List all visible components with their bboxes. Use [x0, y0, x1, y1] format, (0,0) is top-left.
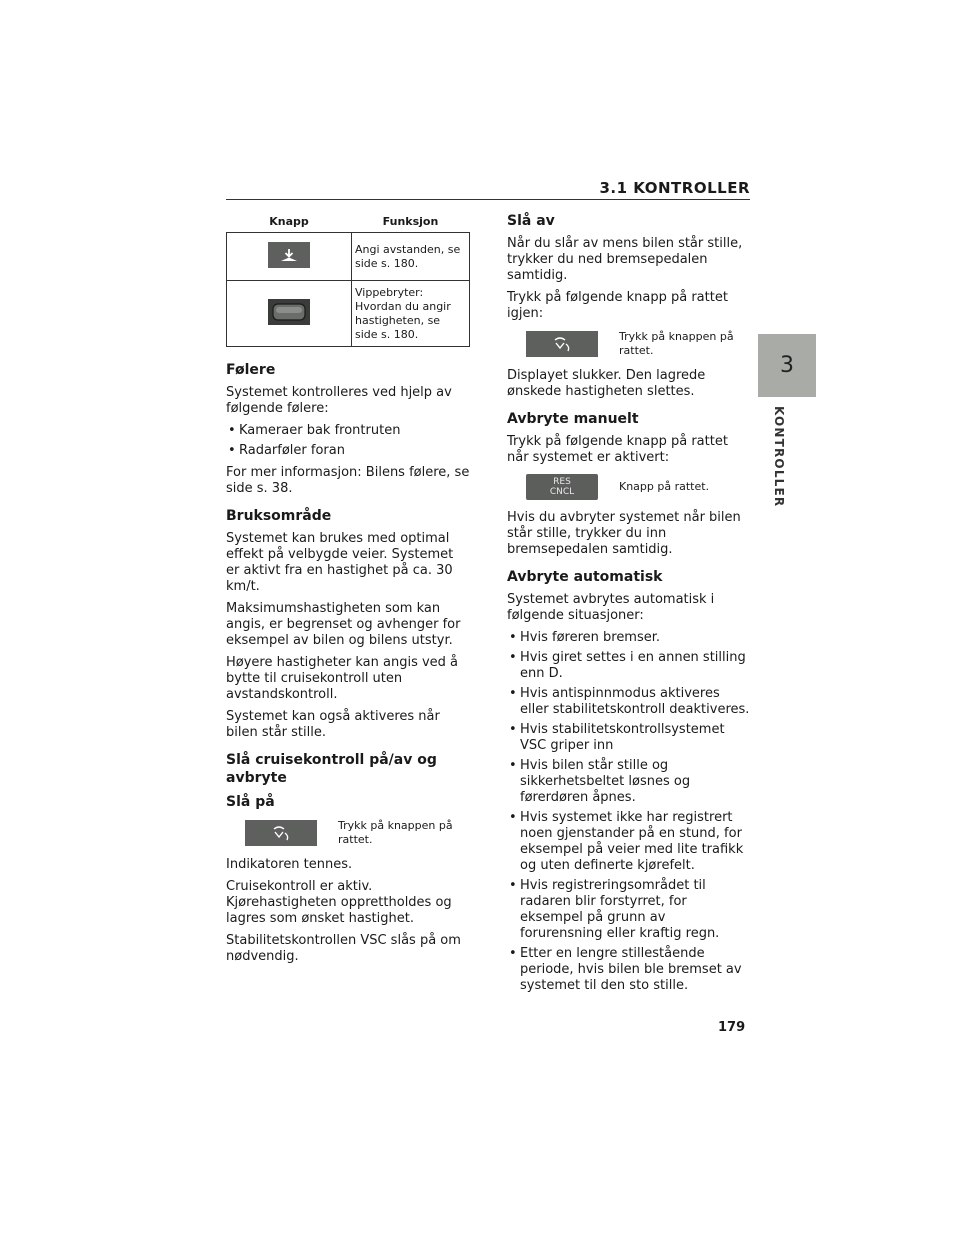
list-item: • Radarføler foran — [226, 443, 470, 459]
list-item: • Hvis giret settes i en annen stilling enn D. — [507, 650, 751, 682]
paragraph: Hvis du avbryter systemet når bilen står stille, trykker du inn bremsepedalen samtidig. — [507, 510, 741, 557]
table-header-function: Funksjon — [352, 212, 470, 233]
heading-sensors: Følere — [226, 362, 276, 378]
heading-cancel-automatic: Avbryte automatisk — [507, 569, 663, 585]
rocker-switch-icon — [268, 299, 310, 325]
heading-cancel-manual: Avbryte manuelt — [507, 411, 639, 427]
chapter-tab-label: KONTROLLER — [772, 406, 786, 508]
list-item: • Etter en lengre stillestående periode, hvis bilen ble bremset av systemet til den sto stille. — [507, 946, 751, 994]
table-cell-function: Vippebryter: Hvordan du angir hastigheten, se side s. 180. — [352, 281, 470, 347]
paragraph: Displayet slukker. Den lagrede ønskede hastigheten slettes. — [507, 368, 706, 399]
left-column — [226, 212, 470, 971]
paragraph: Indikatoren tennes. — [226, 857, 353, 872]
distance-button-icon — [268, 242, 310, 268]
paragraph: Systemet kontrolleres ved hjelp av følgende følere: — [226, 385, 452, 416]
res-cncl-button-icon — [526, 474, 598, 500]
paragraph: Systemet kan også aktiveres når bilen står stille. — [226, 709, 440, 740]
button-function-table — [226, 212, 470, 347]
table-cell-function: Angi avstanden, se side s. 180. — [352, 233, 470, 281]
icon-row — [507, 330, 751, 358]
paragraph: Maksimumshastigheten som kan angis, er begrenset og avhenger for eksempel av bilen og bilens utstyr. — [226, 601, 461, 648]
heading-switch-on: Slå på — [226, 794, 275, 810]
paragraph: Trykk på følgende knapp på rattet når systemet er aktivert: — [507, 434, 728, 465]
page-header — [226, 179, 750, 200]
paragraph: Trykk på følgende knapp på rattet igjen: — [507, 290, 728, 321]
chapter-number: 3 — [780, 353, 794, 378]
chapter-tab — [758, 334, 816, 397]
list-item: • Kameraer bak frontruten — [226, 423, 470, 439]
paragraph: Høyere hastigheter kan angis ved å bytte til cruisekontroll uten avstandskontroll. — [226, 655, 459, 702]
heading-usage-range: Bruksområde — [226, 508, 332, 524]
paragraph: Systemet avbrytes automatisk i følgende situasjoner: — [507, 592, 715, 623]
list-item: • Hvis stabilitetskontrollsystemet VSC griper inn — [507, 722, 751, 754]
table-row — [227, 281, 470, 347]
icon-note: Knapp på rattet. — [619, 480, 710, 493]
paragraph: Cruisekontroll er aktiv. Kjørehastigheten opprettholdes og lagres som ønsket hastighet. — [226, 879, 452, 926]
heading-on-off: Slå cruisekontroll på/av og avbryte — [226, 752, 437, 786]
paragraph: For mer informasjon: Bilens følere, se side s. 38. — [226, 465, 470, 496]
sensor-list — [226, 423, 470, 459]
list-item: • Hvis føreren bremser. — [507, 630, 751, 646]
heading-switch-off: Slå av — [507, 213, 555, 229]
list-item: • Hvis bilen står stille og sikkerhetsbeltet løsnes og førerdøren åpnes. — [507, 758, 751, 806]
icon-note: Trykk på knappen på rattet. — [338, 819, 453, 846]
section-title: 3.1 KONTROLLER — [599, 179, 750, 197]
right-column — [507, 212, 751, 1000]
page-number: 179 — [718, 1020, 746, 1035]
paragraph: Stabilitetskontrollen VSC slås på om nødvendig. — [226, 933, 461, 964]
auto-cancel-list — [507, 630, 751, 994]
icon-row — [226, 819, 470, 847]
paragraph: Systemet kan brukes med optimal effekt på velbygde veier. Systemet er aktivt fra en hastighet på ca. 30 km/t. — [226, 531, 454, 594]
cruise-control-button-icon — [526, 331, 598, 357]
cruise-control-button-icon — [245, 820, 317, 846]
cncl-label: CNCL — [549, 487, 575, 497]
table-header-button: Knapp — [227, 212, 352, 233]
icon-row — [507, 474, 751, 500]
res-label: RES — [553, 477, 571, 487]
list-item: • Hvis systemet ikke har registrert noen gjenstander på en stund, for eksempel på veier med lite trafikk og uten definerte kjørefelt. — [507, 810, 751, 874]
list-item: • Hvis antispinnmodus aktiveres eller stabilitetskontroll deaktiveres. — [507, 686, 751, 718]
paragraph: Når du slår av mens bilen står stille, trykker du ned bremsepedalen samtidig. — [507, 236, 743, 283]
list-item: • Hvis registreringsområdet til radaren blir forstyrret, for eksempel på grunn av forurensning eller kraftig regn. — [507, 878, 751, 942]
table-row — [227, 233, 470, 281]
icon-note: Trykk på knappen på rattet. — [619, 330, 734, 357]
